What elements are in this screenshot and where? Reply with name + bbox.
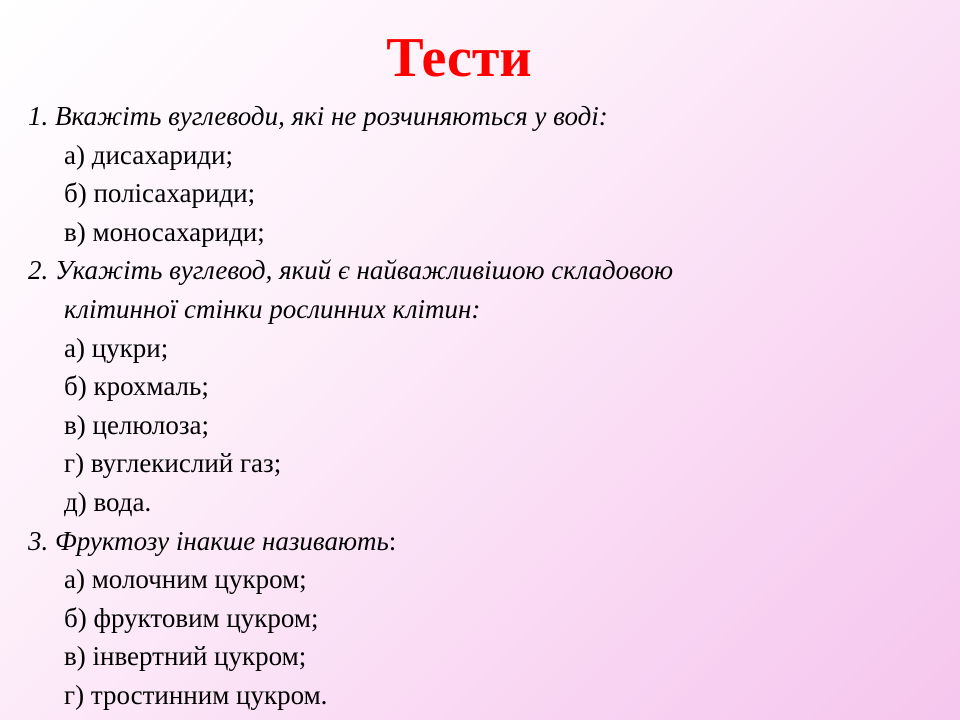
slide-title: Тести — [386, 27, 532, 89]
question-2-text-line-2: клітинної стінки рослинних клітин: — [64, 293, 481, 324]
question-1-answer-c: в) моносахариди; — [64, 216, 265, 247]
question-3-colon: : — [388, 525, 397, 556]
question-2-answer-a: а) цукри; — [64, 332, 169, 363]
question-1-answer-a: а) дисахариди; — [64, 139, 233, 170]
question-3-answer-c: в) інвертний цукром; — [64, 641, 307, 672]
question-1-text: 1. Вкажіть вуглеводи, які не розчиняються у воді: — [28, 101, 608, 131]
question-3-answer-b: б) фруктовим цукром; — [64, 602, 319, 633]
question-2-text-line-1: 2. Укажіть вуглевод, який є найважливішою складовою — [28, 255, 674, 286]
question-3-answer-d: г) тростинним цукром. — [64, 679, 328, 710]
question-2-answer-b: б) крохмаль; — [64, 371, 209, 402]
question-2-answer-d: г) вуглекислий газ; — [64, 448, 282, 479]
question-3-item — [28, 522, 938, 561]
question-1-answer-b: б) полісахариди; — [64, 178, 256, 209]
test-questions-list — [28, 97, 938, 715]
question-3-answer-a: а) молочним цукром; — [64, 564, 307, 595]
question-2-answer-e: д) вода. — [64, 486, 152, 517]
question-3-text: 3. Фруктозу інакше називають — [28, 525, 389, 556]
question-2-answer-c: в) целюлоза; — [64, 409, 210, 440]
